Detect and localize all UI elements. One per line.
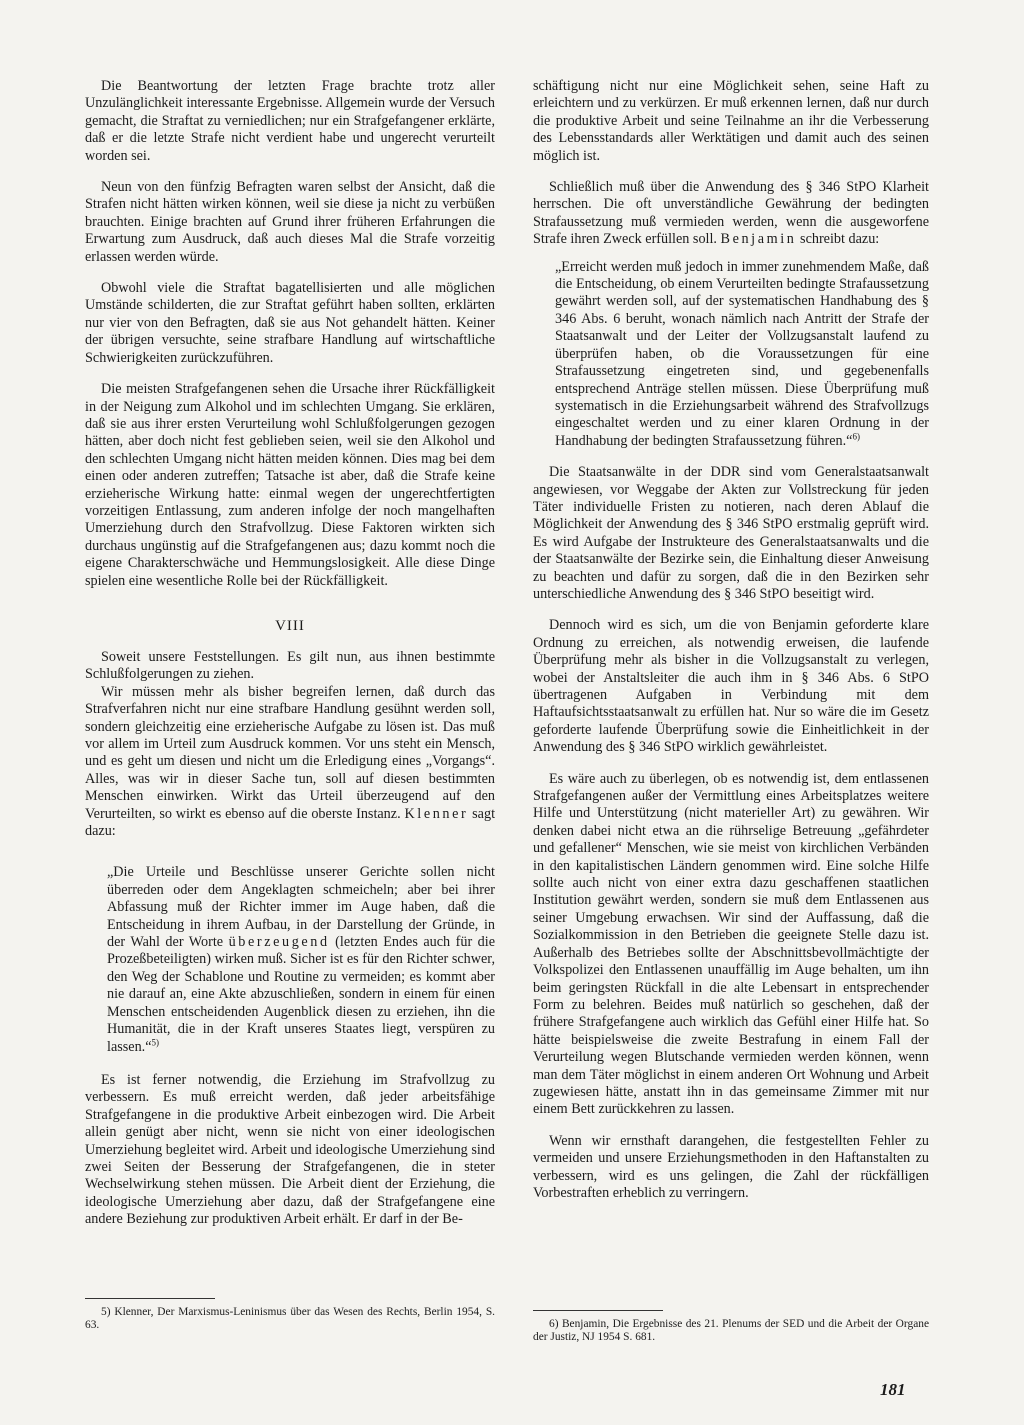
quote-text: (letzten Endes auch für die Prozeßbeteiligten) wirken muß. Sicher ist es für den Richter schwer, den Weg der Schablone und Routine zu vermeiden; es kommt aber nie darauf an, eine Akte abzuschließen, sondern in einem für einen Menschen entscheidenden Augenblick diesen zu erziehen, ihn die Humanität, die in der Kraft unseres Staates liegt, verspüren zu lassen.“: [107, 934, 496, 1055]
left-column: [85, 78, 495, 1243]
paragraph-text: Schließlich muß über die Anwendung des § 346 StPO Klarheit herrschen. Die oft unverständliche Gewährung der bedingten Strafaussetzung muß vermieden werden, wenn die ausgeworfene Strafe ihren Zweck erfüllen soll.: [533, 179, 929, 248]
author-name: Klenner: [404, 805, 469, 822]
quote-emphasis: überzeugend: [228, 934, 330, 951]
paragraph: Neun von den fünfzig Befragten waren selbst der Ansicht, daß die Strafen nicht hätten wirken können, weil sie diese ja nicht zu verbüßen brauchten. Einige brachten auf Grund ihrer früheren Erfahrungen die Erwartung zum Ausdruck, daß auch dieses Mal die Strafe vorzeitig erlassen werden würde.: [85, 179, 495, 265]
paragraph: Wenn wir ernsthaft darangehen, die festgestellten Fehler zu vermeiden und unsere Erziehungsmethoden in den Haftanstalten zu verbessern, wird es uns gelingen, die Zahl der rückfälligen Vorbestraften erheblich zu verringern.: [533, 1132, 929, 1201]
paragraph: Die meisten Strafgefangenen sehen die Ursache ihrer Rückfälligkeit in der Neigung zum Alkohol und im schlechten Umgang. Sie erklären, daß sie aus ihrer ersten Verurteilung wohl Schlußfolgerungen gezogen hätten, aber doch nicht fest geblieben seien, weil sie den Alkohol und den schlechten Umgang nicht hätten meiden können. Dies mag bei dem einen oder anderen zutreffen; Tatsache ist aber, daß die Strafe keine erzieherische Wirkung hatte: einmal wegen der ungerechtfertigten vorzeitigen Entlassung, zum anderen infolge der noch mangelhaften Umerziehung durch den Strafvollzug. Diese Faktoren wirkten sich durchaus ungünstig auf die Strafgefangenen aus; dazu kommt noch die eigene Charakterschwäche und Hemmungslosigkeit. Alle diese Dinge spielen eine wesentliche Rolle bei der Rückfälligkeit.: [85, 381, 495, 589]
paragraph: Es wäre auch zu überlegen, ob es notwendig ist, dem entlassenen Strafgefangenen außer der Vermittlung eines Arbeitsplatzes weitere Hilfe und Unterstützung (nicht materieller Art) zu gewähren. Wir denken dabei nicht etwa an die rührselige Betreuung „gefährdeter und gefallener“ Menschen, wie sie meist von kirchlichen Verbänden in den kapitalistischen Ländern genommen wird. Eine solche Hilfe sollte auch nicht von einer extra dazu geschaffenen staatlichen Institution gewährt werden, sondern sie muß dem Entlassenen aus seiner Umgebung erwachsen. Wir sind der Auffassung, daß die Sozialkommission in den Betrieben die geeignete Stelle dazu ist. Außerhalb des Betriebes sollte der Abschnittsbevollmächtigte der Volkspolizei den Entlassenen unauffällig im Auge behalten, um ihn beim geringsten Rückfall in die alte Lebensart in entsprechender Form zu belehren. Beides muß natürlich so geschehen, daß der frühere Strafgefangene auch wirklich das Gefühl einer Hilfe hat. So hätte beispielsweise die zweite Bestrafung in einem Fall der Verurteilung wegen Blutschande vermieden werden können, wenn man dem Täter möglichst in einem anderen Ort Wohnung und Arbeit zugewiesen hätte, anstatt ihn in das gemeinsame Zimmer mit nur einem Bett zurückkehren zu lassen.: [533, 770, 929, 1118]
paragraph: Die Staatsanwälte in der DDR sind vom Generalstaatsanwalt angewiesen, vor Weggabe der Akten zur Vollstreckung für jeden Täter individuelle Fristen zu notieren, nach deren Ablauf die Möglichkeit der Anwendung des § 346 StPO erstmalig geprüft wird. Es wird Aufgabe der Instrukteure des Generalstaatsanwalts und die der Staatsanwälte der Bezirke sein, die Einhaltung dieser Anweisung zu beachten und dafür zu sorgen, daß die in den Bezirken sehr unterschiedliche Anwendung des § 346 StPO beseitigt wird.: [533, 464, 929, 602]
paragraph: Obwohl viele die Straftat bagatellisierten und alle möglichen Umstände schilderten, die zur Straftat geführt haben sollten, erklärten nur vier von den Befragten, daß sie aus Not gehandelt hätten. Keiner der übrigen versuchte, seine strafbare Handlung auf wirtschaftliche Schwierigkeiten zurückzuführen.: [85, 280, 495, 366]
paragraph-text: Wir müssen mehr als bisher begreifen lernen, daß durch das Strafverfahren nicht nur eine strafbare Handlung gesühnt werden soll, sondern gleichzeitig eine erzieherische Aufgabe zu lösen ist. Das muß vor allem im Urteil zum Ausdruck kommen. Vor uns steht ein Mensch, und es geht um diesen und nicht um die Erledigung eines „Vorgangs“. Alles, was wir in dieser Sache tun, soll auf diesen bestimmten Menschen einwirken. Wirkt das Urteil überzeugend auf den Verurteilten, so wirkt es ebenso auf die oberste Instanz.: [85, 683, 495, 822]
author-name: Benjamin: [720, 231, 797, 248]
footnote-divider: [533, 1310, 663, 1311]
right-column: [533, 78, 929, 1216]
section-heading: VIII: [275, 617, 305, 634]
paragraph: Die Beantwortung der letzten Frage brachte trotz aller Unzulänglichkeit interessante Ergebnisse. Allgemein wurde der Versuch gemacht, die Straftat zu verniedlichen; nur ein Strafgefangener erklärte, daß er die letzte Strafe nicht verdient habe und ungerecht verurteilt worden sei.: [85, 78, 495, 164]
footnote-reference: 6): [852, 430, 860, 441]
paragraph: Es ist ferner notwendig, die Erziehung im Strafvollzug zu verbessern. Es muß erreicht werden, daß jeder arbeitsfähige Strafgefangene in die produktive Arbeit einbezogen wird. Die Arbeit allein genügt aber nicht, wenn sie nicht von einer ideologischen Umerziehung begleitet wird. Arbeit und ideologische Umerziehung sind zwei Seiten der Besserung der Strafgefangenen, die in steter Wechselwirkung stehen müssen. Die Arbeit dient der Erziehung, die ideologische Umerziehung aber dazu, daß der Strafgefangene eine andere Beziehung zur produktiven Arbeit erhält. Er darf in der Be-: [85, 1071, 495, 1228]
block-quote: [555, 259, 929, 450]
paragraph: schäftigung nicht nur eine Möglichkeit sehen, seine Haft zu erleichtern und zu verkürzen. Er muß erkennen lernen, daß nur durch die produktive Arbeit und seine Teilnahme an ihr die Verbesserung des Lebensstandards aller Werktätigen und damit auch des seinen möglich ist.: [533, 78, 929, 164]
footnote: 5) Klenner, Der Marxismus-Leninismus über das Wesen des Rechts, Berlin 1954, S. 63.: [85, 1306, 495, 1332]
block-quote: [107, 864, 495, 1055]
quote-text: „Die Urteile und Beschlüsse unserer Gerichte sollen nicht überreden oder dem Angeklagten schmeicheln; aber bei ihrer Abfassung muß der Richter immer im Auge haben, daß die Entscheidung in ihrem Aufbau, in der Darstellung der Gründe, in der Wahl der Worte: [107, 864, 495, 951]
paragraph-text: sagt dazu:: [85, 805, 496, 840]
footnote-divider: [85, 1298, 215, 1299]
paragraph: [85, 684, 495, 841]
paragraph: Soweit unsere Feststellungen. Es gilt nun, aus ihnen bestimmte Schlußfolgerungen zu ziehen.: [85, 648, 495, 683]
page-number: 181: [880, 1380, 906, 1399]
paragraph-text: schreibt dazu:: [800, 231, 880, 248]
paragraph: [533, 179, 929, 249]
footnote-reference: 5): [151, 1036, 160, 1047]
footnote: 6) Benjamin, Die Ergebnisse des 21. Plenums der SED und die Arbeit der Organe der Justiz, NJ 1954 S. 681.: [533, 1318, 929, 1344]
quote-text: „Erreicht werden muß jedoch in immer zunehmendem Maße, daß die Entscheidung, ob einem Verurteilten bedingte Strafaussetzung gewährt werden soll, auf der systematischen Handhabung des § 346 Abs. 6 beruht, wonach nämlich nach Antritt der Strafe der Staatsanwalt und der Leiter der Vollzugsanstalt laufend zu überprüfen haben, ob die Voraussetzungen für eine Strafaussetzung eingetreten sind, und gegebenenfalls entsprechend Anträge stellen müssen. Diese Überprüfung muß systematisch in die Erziehungsarbeit während des Strafvollzugs eingeschaltet werden und zu einer klaren Ordnung in der Handhabung der bedingten Strafaussetzung führen.“: [555, 258, 929, 449]
paragraph: Dennoch wird es sich, um die von Benjamin geforderte klare Ordnung zu erreichen, als notwendig erweisen, die laufende Überprüfung mehr als bisher in die Vollzugsanstalt zu verlegen, wobei der Anstaltsleiter die auch ihm in § 346 Abs. 6 StPO übertragenen Aufgaben in Verbindung mit dem Haftaufsichtsstaatsanwalt zu erfüllen hat. Nur so wäre die im Gesetz geforderte laufende Überprüfung sowie die Einheitlichkeit in der Anwendung des § 346 StPO wirklich gewährleistet.: [533, 617, 929, 756]
